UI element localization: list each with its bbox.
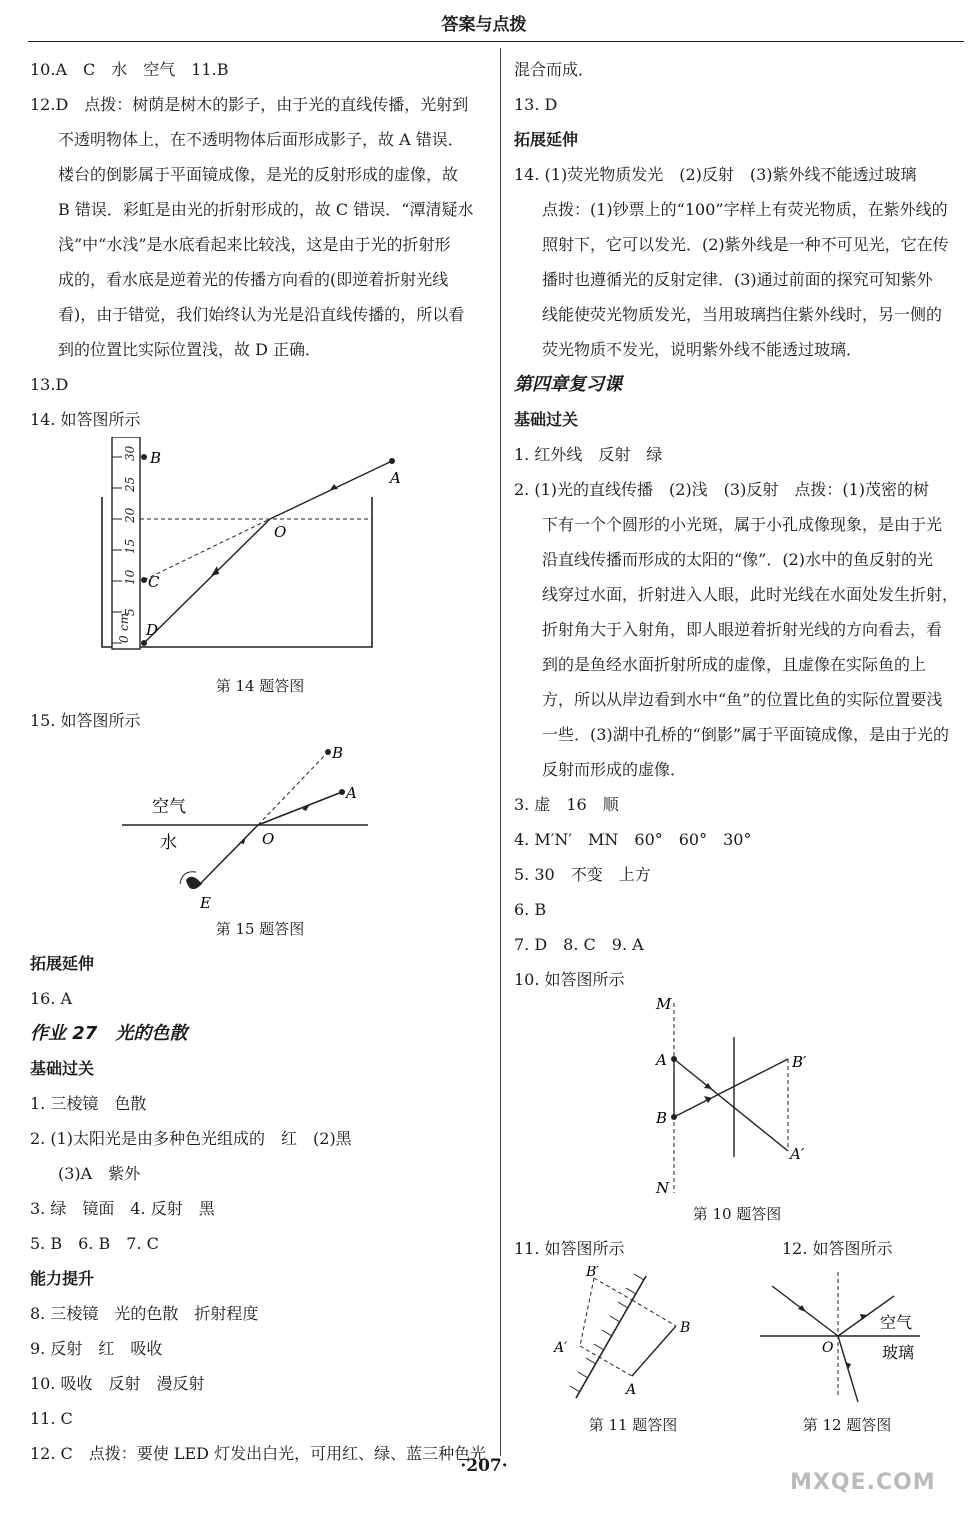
ruler-tick-10: 10 (123, 569, 137, 585)
answer-line: 12. C 点拨：要使 LED 灯发出白光，可用红、绿、蓝三种色光 (30, 1444, 487, 1463)
figure-10-caption: 第 10 题答图 (692, 1205, 782, 1223)
ruler-unit: cm (117, 612, 131, 631)
answer-line: 4. M′N′ MN 60° 60° 30° (514, 830, 752, 849)
answer-line: 播时也遵循光的反射定律．(3)通过前面的探究可知紫外 (542, 270, 933, 289)
right-column (514, 52, 960, 1442)
answer-line: 1. 三棱镜 色散 (30, 1094, 147, 1113)
answer-line: 6. B (514, 900, 547, 919)
fig12-label-air: 空气 (880, 1313, 913, 1332)
answers-11-12-row (514, 1231, 960, 1266)
answer-line: 折射角大于入射角，即人眼逆着折射光线的方向看去，看 (542, 620, 943, 639)
left-column (30, 52, 490, 1471)
answer-line: 13.D (30, 375, 69, 394)
answer-line: 一些．(3)湖中孔桥的“倒影”属于平面镜成像，是由于光的 (542, 725, 950, 744)
fig15-label-O: O (262, 830, 275, 848)
ruler-tick-15: 15 (123, 538, 137, 554)
answer-line: 9. 反射 红 吸收 (30, 1339, 163, 1358)
fig15-label-water: 水 (160, 833, 177, 853)
fig10-label-B: B (656, 1109, 668, 1127)
fig10-label-A: A (656, 1051, 667, 1069)
answer-line: 沿直线传播而形成的太阳的“像”．(2)水中的鱼反射的光 (542, 550, 934, 569)
section-heading: 拓展延伸 (514, 130, 579, 149)
answer-line: 10. 吸收 反射 漫反射 (30, 1374, 205, 1393)
fig14-label-B: B (150, 449, 162, 467)
answer-line: 5. B 6. B 7. C (30, 1234, 159, 1253)
chapter-title: 第四章复习课 (514, 374, 622, 395)
answer-2-block (514, 472, 960, 787)
answer-line: 13. D (514, 95, 558, 114)
answer-line: 浅”中“水浅”是水底看起来比较浅，这是由于光的折射形 (58, 235, 451, 254)
answer-line: 不透明物体上，在不透明物体后面形成影子，故 A 错误． (58, 130, 464, 149)
figures-11-12 (514, 1266, 960, 1408)
answer-14-block (514, 157, 960, 367)
ruler-tick-0: 0 (117, 635, 131, 643)
watermark-logo: MXQE.COM (790, 1470, 936, 1495)
fig10-label-B-prime: B′ (792, 1053, 807, 1071)
answer-line: 照射下，它可以发光．(2)紫外线是一种不可见光，它在传 (542, 235, 949, 254)
fig14-label-A: A (390, 469, 401, 487)
fig11-label-A-prime: A′ (554, 1340, 568, 1356)
answer-line: 看)，由于错觉，我们始终认为光是沿直线传播的，所以看 (58, 305, 465, 324)
answer-line: 成的，看水底是逆着光的传播方向看的(即逆着折射光线 (58, 270, 449, 289)
ruler-tick-5: 5 (123, 608, 137, 616)
figure-14-caption: 第 14 题答图 (215, 677, 305, 695)
answer-line: (3)A 紫外 (58, 1164, 141, 1183)
fig10-label-A-prime: A′ (790, 1145, 805, 1163)
answer-line: 1. 红外线 反射 绿 (514, 445, 663, 464)
figure-11-caption: 第 11 题答图 (588, 1416, 678, 1434)
answer-line: 7. D 8. C 9. A (514, 935, 644, 954)
fig10-label-N: N (656, 1179, 670, 1197)
header-rule (28, 41, 964, 42)
answer-line: 3. 绿 镜面 4. 反射 黑 (30, 1199, 215, 1218)
ruler-tick-30: 30 (123, 445, 137, 461)
answer-line: 下有一个个圆形的小光斑，属于小孔成像现象，是由于光 (542, 515, 943, 534)
answer-line: 11. 如答图所示 (514, 1239, 625, 1258)
answer-line: B 错误．彩虹是由光的折射形成的，故 C 错误．“潭清疑水 (58, 200, 474, 219)
answer-line: 方，所以从岸边看到水中“鱼”的位置比鱼的实际位置要浅 (542, 690, 943, 709)
answer-line: 点拨：(1)钞票上的“100”字样上有荧光物质，在紫外线的 (542, 200, 948, 219)
answer-12-block (30, 87, 490, 367)
answer-line: 10.A C 水 空气 11.B (30, 60, 229, 79)
answer-line: 12. 如答图所示 (782, 1239, 893, 1258)
answer-line: 线能使荧光物质发光，当用玻璃挡住紫外线时，另一侧的 (542, 305, 943, 324)
answer-line: 荧光物质不发光，说明紫外线不能透过玻璃． (542, 340, 863, 359)
section-heading: 基础过关 (30, 1059, 95, 1078)
fig11-label-A: A (626, 1382, 637, 1398)
fig11-label-B: B (680, 1320, 691, 1336)
answer-line: 14. 如答图所示 (30, 410, 141, 429)
answer-line: 混合而成． (514, 60, 595, 79)
fig15-label-B: B (332, 744, 344, 762)
fig12-label-O: O (822, 1340, 834, 1356)
figure-14 (30, 437, 490, 669)
answer-line: 楼台的倒影属于平面镜成像，是光的反射形成的虚像，故 (58, 165, 459, 184)
section-heading: 拓展延伸 (30, 954, 95, 973)
page-number: ·207· (460, 1456, 508, 1476)
figure-15 (30, 738, 490, 912)
answer-line: 16. A (30, 989, 73, 1008)
fig15-label-E: E (200, 894, 211, 912)
answer-line: 15. 如答图所示 (30, 711, 141, 730)
fig10-label-M: M (656, 997, 672, 1013)
answer-line: 到的位置比实际位置浅，故 D 正确． (58, 340, 322, 359)
figure-15-caption: 第 15 题答图 (215, 920, 305, 938)
answer-line: 3. 虚 16 顺 (514, 795, 619, 814)
figure-10 (514, 997, 960, 1197)
answer-line: 8. 三棱镜 光的色散 折射程度 (30, 1304, 259, 1323)
homework-title: 作业 27 光的色散 (30, 1023, 188, 1044)
answer-line: 2. (1)太阳光是由多种色光组成的 红 (2)黑 (30, 1129, 352, 1148)
fig14-label-C: C (148, 573, 160, 591)
figure-12-caption: 第 12 题答图 (802, 1416, 892, 1434)
fig15-label-air: 空气 (152, 797, 186, 817)
answer-line: 线穿过水面，折射进入人眼，此时光线在水面处发生折射， (542, 585, 959, 604)
column-divider (500, 48, 501, 1456)
answer-line: 10. 如答图所示 (514, 970, 625, 989)
section-heading: 能力提升 (30, 1269, 95, 1288)
answer-line: 2. (1)光的直线传播 (2)浅 (3)反射 点拨：(1)茂密的树 (514, 480, 930, 499)
section-heading: 基础过关 (514, 410, 579, 429)
answer-line: 11. C (30, 1409, 73, 1428)
fig15-label-A: A (346, 784, 357, 802)
ruler-tick-25: 25 (123, 476, 137, 492)
fig14-label-O: O (274, 523, 287, 541)
answer-line: 5. 30 不变 上方 (514, 865, 651, 884)
answer-line: 12.D 点拨：树荫是树木的影子，由于光的直线传播，光射到 (30, 95, 469, 114)
answer-line: 反射而形成的虚像． (542, 760, 687, 779)
fig11-label-B-prime: B′ (586, 1266, 600, 1280)
ruler-tick-20: 20 (123, 507, 137, 523)
page-header: 答案与点拨 (441, 15, 527, 35)
fig14-label-D: D (146, 621, 159, 639)
captions-11-12-row (514, 1408, 960, 1442)
fig12-label-glass: 玻璃 (882, 1343, 915, 1362)
answer-line: 到的是鱼经水面折射所成的虚像，且虚像在实际鱼的上 (542, 655, 927, 674)
answer-line: 14. (1)荧光物质发光 (2)反射 (3)紫外线不能透过玻璃 (514, 165, 917, 184)
